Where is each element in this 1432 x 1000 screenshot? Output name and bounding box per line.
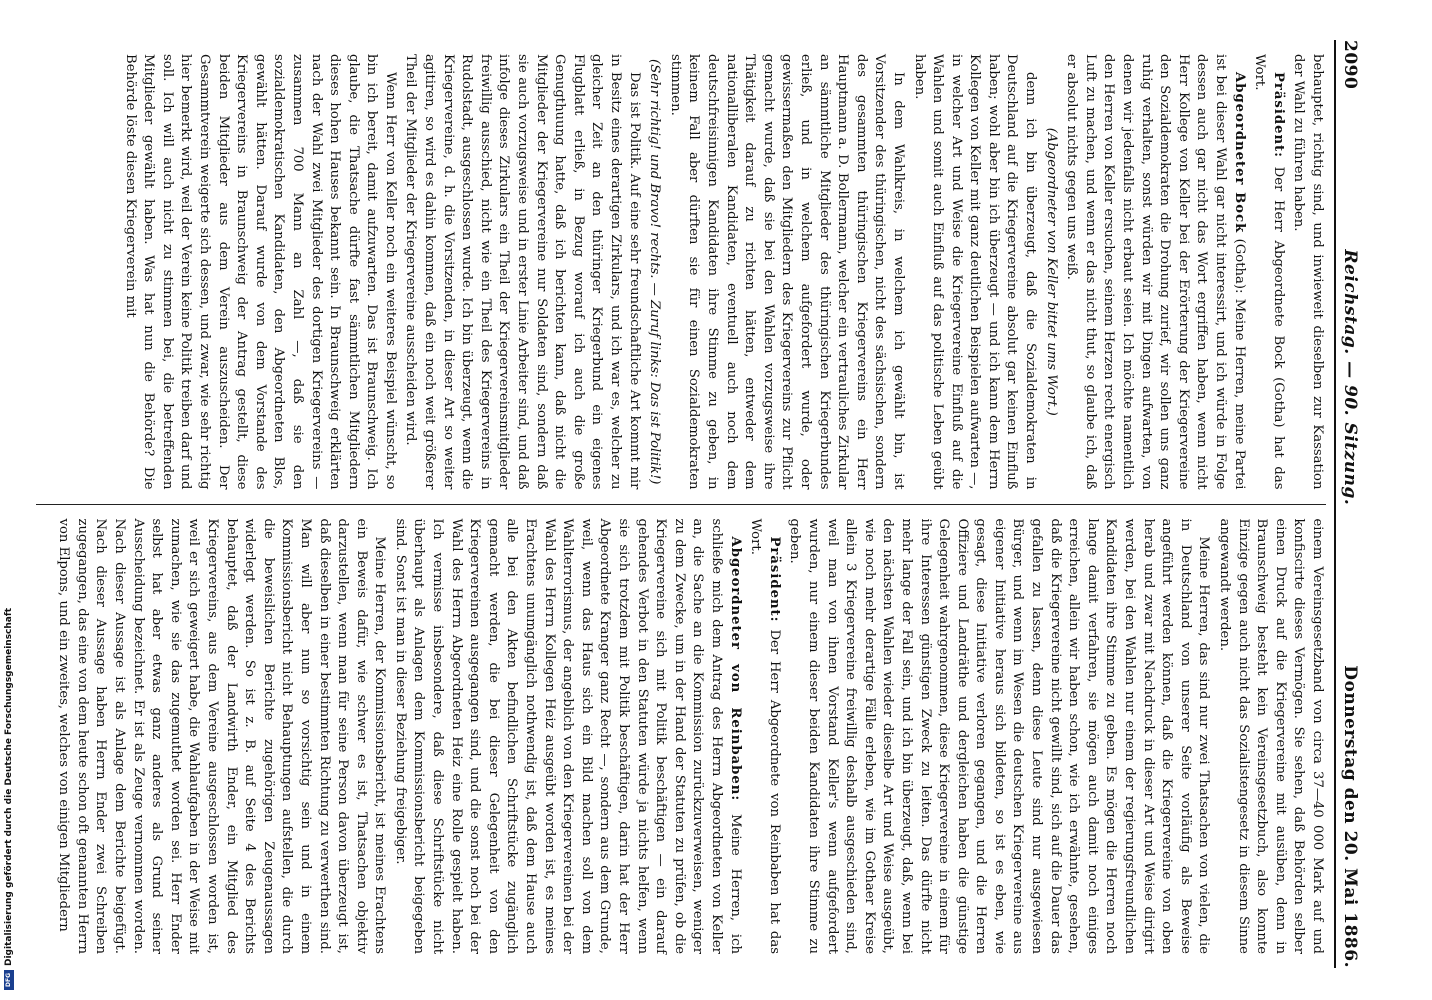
paragraph bbox=[1250, 54, 1287, 490]
page-header bbox=[1334, 40, 1360, 968]
left-column bbox=[36, 40, 1326, 504]
session-title: Reichstag. — 90. Sitzung. bbox=[1340, 249, 1360, 506]
dfg-logo: DFG bbox=[4, 970, 14, 990]
page-number: 2090 bbox=[1340, 40, 1360, 90]
credit-text: Digitalisierung gefördert durch die Deutsche Forschungsgemeinschaft bbox=[4, 607, 14, 966]
paragraph-text: denn ich bin überzeugt, daß die Sozialdemokraten in Deutschland auf die Kriegervereine absolut gar keinen Einfluß haben; wohl aber bin ich überzeugt — und ich kann dem Herrn Kollegen von Keller mit ganz deutlichen Beispielen aufwarten —, in welcher Art und Weise die Kriegervereine Einfluß auf die Wahlen und somit auch Einfluß auf das politische Leben geübt haben. bbox=[911, 54, 1039, 490]
paragraph bbox=[1289, 54, 1326, 490]
paragraph bbox=[785, 519, 1213, 955]
paragraph-text: (Gotha): Meine Herren, meine Partei ist bei dieser Wahl gar nicht interessirt, und ich würde in Folge dessen auch gar nicht das Wort ergriffen haben, wenn nicht Herr Kollege von Keller bei der Erörterung der Kriegervereine den Sozialdemokraten die Drohung zurief, wir sollen uns ganz ruhig verhalten, sonst würden wir mit Dingen aufwarten, von denen wir jedenfalls nicht erbaut seien. Ich möchte namentlich den Herren von Keller ersuchen, seinem Herzen recht energisch Luft zu machen, und wenn er das nicht thut, so glaube ich, daß er absolut nichts gegen uns weiß. bbox=[1064, 54, 1247, 490]
stage-direction bbox=[645, 54, 664, 490]
paragraph-text: Wenn Herr von Keller noch ein weiteres Beispiel wünscht, so bin ich bereit, damit aufzuwarten. Das ist Braunschweig. Ich glaube, die Thatsache dürfte fast sämmtlichen Mitgliedern dieses hohen Hauses bekannt sein. In Braunschweig erklärten nach der Wahl zwei Mitglieder des dortigen Kriegervereins — zusammen 700 Mann an Zahl —, daß sie den sozialdemokratischen Kandidaten, den Abgeordneten Blos, gewählt hätten. Darauf wurde von dem Vorstande des Kriegervereins in Braunschweig der Antrag gestellt, diese beiden Mitglieder aus dem Verein auszuscheiden. Der Gesammtverein weigerte sich dessen, und zwar, wie sehr richtig hier bemerkt wird, weil der Verein keine Politik treiben darf und soll. Ich will auch nicht zu stimmen bei, die betreffenden Mitglieder gewählt haben. Was hat nun die Behörde? Die Behörde löste diesen Kriegerverein mit bbox=[122, 54, 398, 490]
stage-direction bbox=[1041, 54, 1060, 490]
paragraph-text: (Abgeordneter von Keller bittet ums Wort.) bbox=[1043, 127, 1059, 416]
right-column bbox=[36, 505, 1326, 969]
paragraph bbox=[54, 519, 389, 955]
paragraph-text: Meine Herren, der Kommissionsbericht, ist meines Erachtens ein Beweis dafür, wie schwer es ist, Thatsachen objektiv darzustellen, wenn man für seine Person davon überzeugt ist, daß dieselben in einer bestimmten Richtung zu verwerthen sind. Man will aber nun so vorsichtig sein und in einem Kommissionsbericht nicht Behauptungen aufstellen, die durch die beweislichen Berichte zugehörigen Zeugenaussagen widerlegt werden. So ist z. B. auf Seite 4 des Berichts behauptet, daß der Landwirth Ender, ein Mitglied des Kriegervereins, aus dem Vereine ausgeschlossen worden ist, weil er sich geweigert habe, die Wahlaufgaben in der Weise mit zumachen, wie sie das zugemuthet worden sei. Herr Ender selbst hat aber etwas ganz anderes als Grund seiner Ausscheidung bezeichnet. Er ist als Zeuge vernommen worden. Nach dieser Aussage ist als Anlage dem Berichte beigefügt. Nach dieser Aussage haben Herrn Ender zwei Schreiben zugegangen, das eine von dem heute schon oft genannten Herrn von Elpons, und ein zweites, welches von einigen Mitgliedern bbox=[56, 518, 388, 954]
text-columns bbox=[36, 40, 1326, 968]
paragraph-text: behauptet, richtig sind, und inwieweit dieselben zur Kassation der Wahl zu führen haben. bbox=[1291, 54, 1325, 490]
paragraph bbox=[1062, 54, 1248, 490]
paragraph-text: einem Vereinsgesetzband von circa 37—40 000 Mark auf und konfiscirte dieses Vermögen. Sie sehen, daß Behörden selber einen Druck auf die Kriegervereine mit ausüben, denn in Braunschweig besteht kein Vereinsgesetzbuch, also konnte Einzige gegen auch nicht das Sozialistengesetz in diesem Sinne angewandt werden. bbox=[1217, 518, 1325, 954]
paragraph bbox=[120, 54, 399, 490]
session-date: Donnerstag den 20. Mai 1886. bbox=[1340, 665, 1360, 968]
paragraph-text: Meine Herren, das sind nur zwei Thatsachen von vielen, die in Deutschland von unserer Seite vorläufig als Beweise angeführt werden können, daß die Kriegervereine von oben herab und zwar mit Nachdruck in dieser Art und Weise dirigirt werden, bei den Wahlen nur einem der regierungsfreundlichen Kandidaten ihre Stimme zu geben. Es mögen die Herren noch lange damit verfahren, sie mögen auch damit noch einiges erreichen, allein wir haben schon, wie ich erwähnte, gesehen, daß die Kriegervereine nicht gewillt sind, sich auf die Dauer das gefallen zu lassen, denn diese Leute sind nur ausgewiesen Bürger, und wenn im Wesen die deutschen Kriegervereine aus eigener Initiative heraus sich bildeten, so ist es eben, wie gesagt, diese Initiative verloren gegangen, und die Herren Offiziere und Landräthe und dergleichen haben die günstige Gelegenheit wahrgenommen, diese Kriegervereine in einem für ihre Interessen günstigen Zweck zu leiten. Das dürfte nicht mehr lange der Fall sein, und ich bin überzeugt, daß, wenn bei den nächsten Wahlen wieder dieselbe Art und Weise ausgeübt, wie noch mehr derartige Fälle erleben, wie im Gothaer Kreise allein 3 Kriegervereine freiwillig deshalb ausgeschieden sind, weil man von ihnen Vorstand Keller's wenn aufgefordert wurden, nur einem dieser beiden Kandidaten ihre Stimme zu geben. bbox=[787, 518, 1212, 954]
paragraph bbox=[665, 54, 907, 490]
paragraph-text: In dem Wahlkreis, in welchem ich gewählt bin, ist Vorsitzender des thüringischen, nicht des sächsischen, sondern des gesammten thüringischen Kriegervereins ein Herr Hauptmann a. D. Bollermann, welcher ein vertrauliches Zirkular an sämmtliche Mitglieder des thüringischen Kriegerbundes erließ, und in welchem aufgefordert wurde, oder gewissermaßen den Mitgliedern des Kriegervereins zur Pflicht gemacht wurde, daß sie bei den Wahlen vorzugsweise ihre Thätigkeit darauf zu richten hätten, entweder dem nationalliberalen Kandidaten, eventuell auch noch dem deutschfreisinnigen Kandidaten ihre Stimme zu geben, in keinem Fall aber dürften sie für einen Sozialdemokraten stimmen. bbox=[667, 54, 906, 490]
speaker-name: Präsident: bbox=[1270, 72, 1286, 159]
paragraph bbox=[909, 54, 1039, 490]
paragraph-text: Der Herr Abgeordnete Bock (Gotha) hat das Wort. bbox=[1252, 54, 1286, 490]
paragraph bbox=[401, 54, 643, 490]
paragraph-text: Meine Herren, ich schließe mich dem Antrag des Herrn Abgeordneten von Keller an, die Sache an die Kommission zurückzuverweisen, weniger zu dem Zwecke, um in der Hand der Statuten zu prüfen, ob die Kriegervereine sich mit Politik beschäftigen — ein darauf gehendes Verbot in den Statuten würde ja nichts helfen, wenn sie sich trotzdem mit Politik beschäftigen, darin hat der Herr Abgeordnete Kranger ganz Recht —, sondern aus dem Grunde, weil, wenn das Haus sich ein Bild machen soll von dem Wahlterrorismus, der angeblich von den Kriegervereinen bei der Wahl des Herrn Kollegen Heiz ausgeübt worden ist, es meines Erachtens unumgänglich nothwendig ist, daß dem Hause auch alle bei den Akten befindlichen Schriftstücke zugänglich gemacht werden, die bei dieser Gelegenheit von den Kriegervereinen ausgegangen sind, und die sonst noch bei der Wahl des Herrn Abgeordneten Heiz eine Rolle gespielt haben. Ich vermisse insbesondere, daß diese Schriftstücke nicht überhaupt als Anlagen dem Kommissionsbericht beigegeben sind. Sonst ist man in dieser Beziehung freigebiger. bbox=[392, 518, 743, 954]
paragraph bbox=[746, 519, 783, 955]
paragraph-text: Das ist Politik. Auf eine sehr freundschaftliche Art kommt mir in Besitz eines derartigen Zirkulars, und ich war es, welcher zu gleicher Zeit an den thüringer Kriegerbund ein eigenes Flugblatt erließ, in Bezug worauf ich auch die große Genugthuung hatte, daß ich berichten kann, daß nicht die Mitglieder der Kriegervereine nur Soldaten sind, sondern daß sie auch vorzugsweise und in erster Linie Arbeiter sind, und daß infolge dieses Zirkulars ein Theil der Kriegervereinsmitglieder freiwillig ausschied, nicht wie ein Theil des Kriegervereins in Rudolstadt, ausgeschlossen wurde. Ich bin überzeugt, wenn die Kriegervereine, d. h. die Vorsitzenden, in dieser Art so weiter agitiren, so wird es dahin kommen, daß ein noch weit größerer Theil der Mitglieder der Kriegervereine ausscheiden wird. bbox=[403, 54, 642, 490]
digitization-credit bbox=[2, 570, 16, 990]
speaker-name: Präsident: bbox=[766, 536, 782, 623]
paragraph bbox=[390, 519, 743, 955]
speaker-name: Abgeordneter Bock bbox=[1231, 72, 1247, 234]
paragraph-text: Der Herr Abgeordnete von Reinbaben hat das Wort. bbox=[748, 518, 782, 954]
paragraph-text: (Sehr richtig! und Bravo! rechts. — Zuruf links: Das ist Politik!) bbox=[647, 59, 663, 485]
paragraph bbox=[1214, 519, 1326, 955]
speaker-name: Abgeordneter von Reinbaben: bbox=[727, 536, 743, 802]
